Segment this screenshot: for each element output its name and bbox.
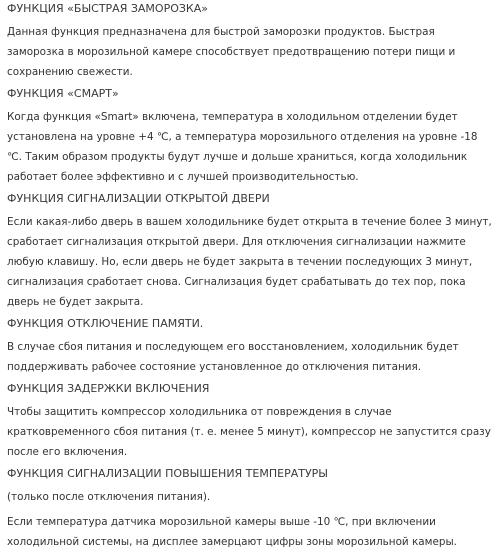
section-paragraph: Если температура датчика морозильной камеры выше -10 ℃, при включении холодильной системы, на дисплее замерцают цифры зоны морозильной камеры. [7, 516, 457, 548]
section-paragraph: Чтобы защитить компрессор холодильника от повреждения в случае кратковременного сбоя питания (т. е. менее 5 минут), компрессор не запустится сразу после его включения. [7, 406, 491, 458]
section-temperature-alarm [7, 467, 493, 552]
section-heading: ФУНКЦИЯ ОТКЛЮЧЕНИЕ ПАМЯТИ. [7, 317, 204, 330]
section-start-delay [7, 382, 493, 462]
section-memory [7, 317, 493, 377]
section-paragraph: (только после отключения питания). [7, 491, 211, 503]
section-paragraph: В случае сбоя питания и последующем его восстановлением, холодильник будет поддерживать рабочее состояние установленное до отключения питания. [7, 341, 459, 373]
section-paragraph: Когда функция «Smart» включена, температура в холодильном отделении будет установлена на уровне +4 ℃, а температура морозильного отделения на уровне -18 ℃. Таким образом продукты будут лучше и дольше храниться, когда холодильник работает более эффективно и с лучшей производительностью. [7, 111, 478, 183]
section-heading: ФУНКЦИЯ «СМАРТ» [7, 87, 119, 100]
section-fast-freeze [7, 2, 493, 82]
section-heading: ФУНКЦИЯ ЗАДЕРЖКИ ВКЛЮЧЕНИЯ [7, 382, 210, 395]
section-heading: ФУНКЦИЯ СИГНАЛИЗАЦИИ ПОВЫШЕНИЯ ТЕМПЕРАТУРЫ [7, 467, 328, 480]
section-heading: ФУНКЦИЯ «БЫСТРАЯ ЗАМОРОЗКА» [7, 2, 208, 15]
section-heading: ФУНКЦИЯ СИГНАЛИЗАЦИИ ОТКРЫТОЙ ДВЕРИ [7, 192, 270, 205]
section-door-alarm [7, 192, 493, 312]
section-paragraph: Данная функция предназначена для быстрой заморозки продуктов. Быстрая заморозка в морозильной камере способствует предотвращению потери пищи и сохранению свежести. [7, 26, 456, 78]
section-paragraph: Если какая-либо дверь в вашем холодильнике будет открыта в течение более 3 минут, сработает сигнализация открытой двери. Для отключения сигнализации нажмите любую клавишу. Но, если дверь не будет закрыта в течении последующих 3 минут, сигнализация сработает снова. Сигнализация будет срабатывать до тех пор, пока дверь не будет закрыта. [7, 216, 492, 308]
section-smart [7, 87, 493, 187]
